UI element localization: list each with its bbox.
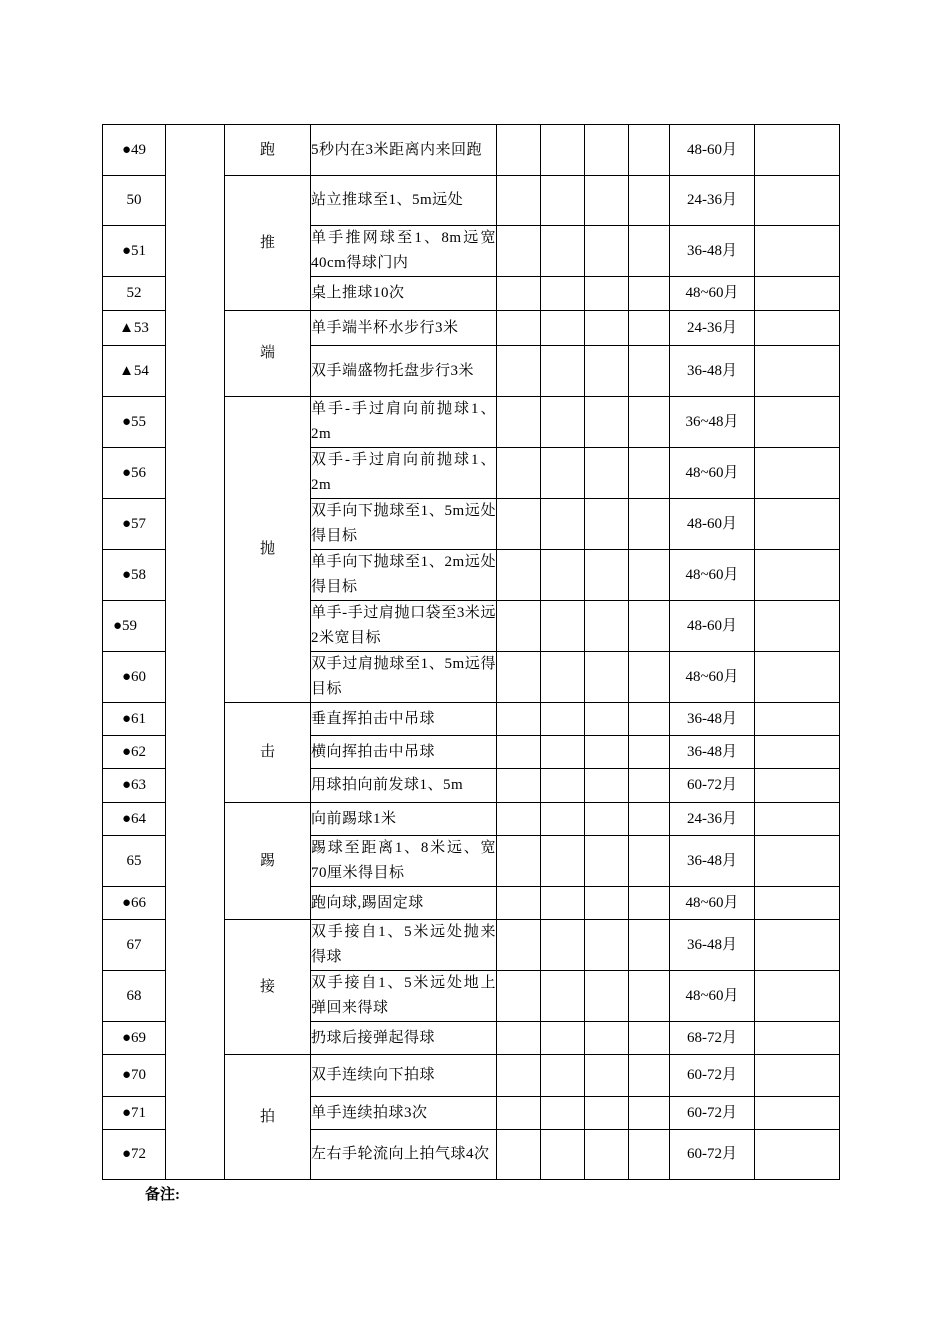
age-range: 48-60月 (670, 499, 755, 550)
score-cell (629, 803, 670, 836)
score-cell (585, 601, 629, 652)
score-cell (585, 1130, 629, 1180)
score-cell (629, 311, 670, 346)
item-number: ●59 (103, 601, 166, 652)
item-number: ●72 (103, 1130, 166, 1180)
item-description: 单手推网球至1、8m远宽40cm得球门内 (311, 226, 497, 277)
score-cell (541, 277, 585, 311)
score-cell (541, 397, 585, 448)
item-description: 5秒内在3米距离内来回跑 (311, 125, 497, 176)
item-number: ●55 (103, 397, 166, 448)
score-cell (585, 125, 629, 176)
score-cell (497, 1022, 541, 1055)
action-category: 端 (225, 311, 311, 397)
item-number: ●62 (103, 736, 166, 769)
age-range: 60-72月 (670, 769, 755, 803)
score-cell (629, 703, 670, 736)
score-cell (629, 1130, 670, 1180)
score-cell (497, 499, 541, 550)
age-range: 48~60月 (670, 971, 755, 1022)
score-cell (541, 448, 585, 499)
remark-cell (755, 499, 840, 550)
item-description: 左右手轮流向上拍气球4次 (311, 1130, 497, 1180)
score-cell (497, 550, 541, 601)
score-cell (541, 1097, 585, 1130)
score-cell (629, 920, 670, 971)
item-description: 单手连续拍球3次 (311, 1097, 497, 1130)
score-cell (497, 125, 541, 176)
score-cell (541, 1130, 585, 1180)
remark-cell (755, 1097, 840, 1130)
score-cell (629, 1022, 670, 1055)
score-cell (585, 397, 629, 448)
score-cell (541, 971, 585, 1022)
item-number: ●57 (103, 499, 166, 550)
item-number: ●60 (103, 652, 166, 703)
score-cell (629, 1055, 670, 1097)
item-description: 跑向球,踢固定球 (311, 887, 497, 920)
remark-cell (755, 652, 840, 703)
score-cell (541, 836, 585, 887)
note-label: 备注: (145, 1187, 180, 1203)
score-cell (585, 176, 629, 226)
age-range: 36-48月 (670, 920, 755, 971)
score-cell (629, 736, 670, 769)
remark-cell (755, 971, 840, 1022)
score-cell (629, 971, 670, 1022)
score-cell (541, 499, 585, 550)
remark-cell (755, 1022, 840, 1055)
score-cell (629, 769, 670, 803)
score-cell (497, 176, 541, 226)
score-cell (585, 652, 629, 703)
score-cell (585, 311, 629, 346)
remark-cell (755, 769, 840, 803)
item-description: 双手端盛物托盘步行3米 (311, 346, 497, 397)
remark-cell (755, 1055, 840, 1097)
age-range: 48~60月 (670, 448, 755, 499)
score-cell (629, 397, 670, 448)
score-cell (629, 176, 670, 226)
score-cell (585, 277, 629, 311)
blank-column-cell (166, 125, 225, 1180)
item-number: ●69 (103, 1022, 166, 1055)
item-description: 单手端半杯水步行3米 (311, 311, 497, 346)
age-range: 36~48月 (670, 397, 755, 448)
score-cell (585, 448, 629, 499)
age-range: 36-48月 (670, 736, 755, 769)
score-cell (585, 836, 629, 887)
action-category: 拍 (225, 1055, 311, 1180)
score-cell (541, 601, 585, 652)
score-cell (629, 346, 670, 397)
item-number: ●58 (103, 550, 166, 601)
remark-cell (755, 448, 840, 499)
item-description: 单手-手过肩抛口袋至3米远2米宽目标 (311, 601, 497, 652)
score-cell (585, 971, 629, 1022)
remark-cell (755, 277, 840, 311)
score-cell (497, 601, 541, 652)
age-range: 48-60月 (670, 601, 755, 652)
action-category: 接 (225, 920, 311, 1055)
remark-cell (755, 346, 840, 397)
score-cell (541, 652, 585, 703)
item-number: 52 (103, 277, 166, 311)
score-cell (585, 920, 629, 971)
action-category: 跑 (225, 125, 311, 176)
score-cell (497, 1097, 541, 1130)
score-cell (497, 1055, 541, 1097)
score-cell (497, 226, 541, 277)
age-range: 36-48月 (670, 836, 755, 887)
score-cell (497, 652, 541, 703)
score-cell (497, 971, 541, 1022)
item-description: 双手过肩抛球至1、5m远得目标 (311, 652, 497, 703)
item-description: 站立推球至1、5m远处 (311, 176, 497, 226)
item-description: 双手-手过肩向前抛球1、2m (311, 448, 497, 499)
item-number: 67 (103, 920, 166, 971)
remark-cell (755, 311, 840, 346)
score-cell (541, 920, 585, 971)
score-cell (541, 311, 585, 346)
age-range: 24-36月 (670, 176, 755, 226)
remark-cell (755, 836, 840, 887)
score-cell (629, 652, 670, 703)
score-cell (541, 125, 585, 176)
score-cell (585, 887, 629, 920)
remark-cell (755, 397, 840, 448)
age-range: 24-36月 (670, 311, 755, 346)
action-category: 抛 (225, 397, 311, 703)
item-number: ●61 (103, 703, 166, 736)
table-row (103, 125, 840, 176)
score-cell (541, 736, 585, 769)
item-number: ●70 (103, 1055, 166, 1097)
item-number: ●56 (103, 448, 166, 499)
score-cell (629, 1097, 670, 1130)
item-number: 50 (103, 176, 166, 226)
item-number: ▲54 (103, 346, 166, 397)
remark-cell (755, 176, 840, 226)
age-range: 36-48月 (670, 703, 755, 736)
score-cell (497, 397, 541, 448)
score-cell (585, 1055, 629, 1097)
score-cell (629, 125, 670, 176)
remark-cell (755, 125, 840, 176)
score-cell (497, 277, 541, 311)
item-number: ●49 (103, 125, 166, 176)
item-description: 用球拍向前发球1、5m (311, 769, 497, 803)
item-description: 扔球后接弹起得球 (311, 1022, 497, 1055)
age-range: 48~60月 (670, 277, 755, 311)
score-cell (585, 550, 629, 601)
item-number: 68 (103, 971, 166, 1022)
score-cell (541, 346, 585, 397)
age-range: 48~60月 (670, 887, 755, 920)
item-description: 双手接自1、5米远处地上弹回来得球 (311, 971, 497, 1022)
score-cell (585, 703, 629, 736)
score-cell (497, 803, 541, 836)
score-cell (585, 346, 629, 397)
score-cell (585, 1097, 629, 1130)
item-number: ●63 (103, 769, 166, 803)
item-description: 单手向下抛球至1、2m远处得目标 (311, 550, 497, 601)
item-description: 横向挥拍击中吊球 (311, 736, 497, 769)
age-range: 68-72月 (670, 1022, 755, 1055)
score-cell (541, 769, 585, 803)
age-range: 36-48月 (670, 226, 755, 277)
score-cell (497, 920, 541, 971)
remark-cell (755, 736, 840, 769)
age-range: 48-60月 (670, 125, 755, 176)
remark-cell (755, 887, 840, 920)
score-cell (497, 448, 541, 499)
age-range: 60-72月 (670, 1130, 755, 1180)
score-cell (585, 803, 629, 836)
item-description: 垂直挥拍击中吊球 (311, 703, 497, 736)
score-cell (585, 499, 629, 550)
item-description: 踢球至距离1、8米远、宽70厘米得目标 (311, 836, 497, 887)
score-cell (497, 769, 541, 803)
remark-cell (755, 703, 840, 736)
remark-cell (755, 920, 840, 971)
score-cell (497, 1130, 541, 1180)
score-cell (541, 226, 585, 277)
score-cell (585, 769, 629, 803)
item-number: ●51 (103, 226, 166, 277)
score-cell (497, 887, 541, 920)
item-description: 单手-手过肩向前抛球1、2m (311, 397, 497, 448)
score-cell (629, 499, 670, 550)
score-cell (585, 1022, 629, 1055)
age-range: 48~60月 (670, 652, 755, 703)
score-cell (629, 836, 670, 887)
age-range: 24-36月 (670, 803, 755, 836)
item-number: 65 (103, 836, 166, 887)
age-range: 60-72月 (670, 1097, 755, 1130)
remark-cell (755, 803, 840, 836)
item-description: 双手连续向下拍球 (311, 1055, 497, 1097)
action-category: 击 (225, 703, 311, 803)
item-description: 向前踢球1米 (311, 803, 497, 836)
score-cell (585, 736, 629, 769)
remark-cell (755, 1130, 840, 1180)
score-cell (497, 736, 541, 769)
score-cell (497, 703, 541, 736)
remark-cell (755, 226, 840, 277)
score-cell (541, 176, 585, 226)
item-number: ●71 (103, 1097, 166, 1130)
item-number: ●64 (103, 803, 166, 836)
score-cell (629, 448, 670, 499)
score-cell (541, 803, 585, 836)
score-cell (541, 703, 585, 736)
action-category: 踢 (225, 803, 311, 920)
item-number: ▲53 (103, 311, 166, 346)
age-range: 48~60月 (670, 550, 755, 601)
item-description: 双手接自1、5米远处抛来得球 (311, 920, 497, 971)
remark-cell (755, 601, 840, 652)
action-category: 推 (225, 176, 311, 311)
score-cell (497, 346, 541, 397)
remark-cell (755, 550, 840, 601)
score-cell (497, 836, 541, 887)
score-cell (541, 887, 585, 920)
score-cell (497, 311, 541, 346)
score-cell (629, 550, 670, 601)
assessment-table (102, 124, 840, 1180)
score-cell (541, 550, 585, 601)
item-description: 桌上推球10次 (311, 277, 497, 311)
age-range: 36-48月 (670, 346, 755, 397)
score-cell (541, 1022, 585, 1055)
score-cell (585, 226, 629, 277)
age-range: 60-72月 (670, 1055, 755, 1097)
score-cell (629, 226, 670, 277)
score-cell (629, 887, 670, 920)
item-description: 双手向下抛球至1、5m远处得目标 (311, 499, 497, 550)
item-number: ●66 (103, 887, 166, 920)
score-cell (541, 1055, 585, 1097)
score-cell (629, 601, 670, 652)
score-cell (629, 277, 670, 311)
